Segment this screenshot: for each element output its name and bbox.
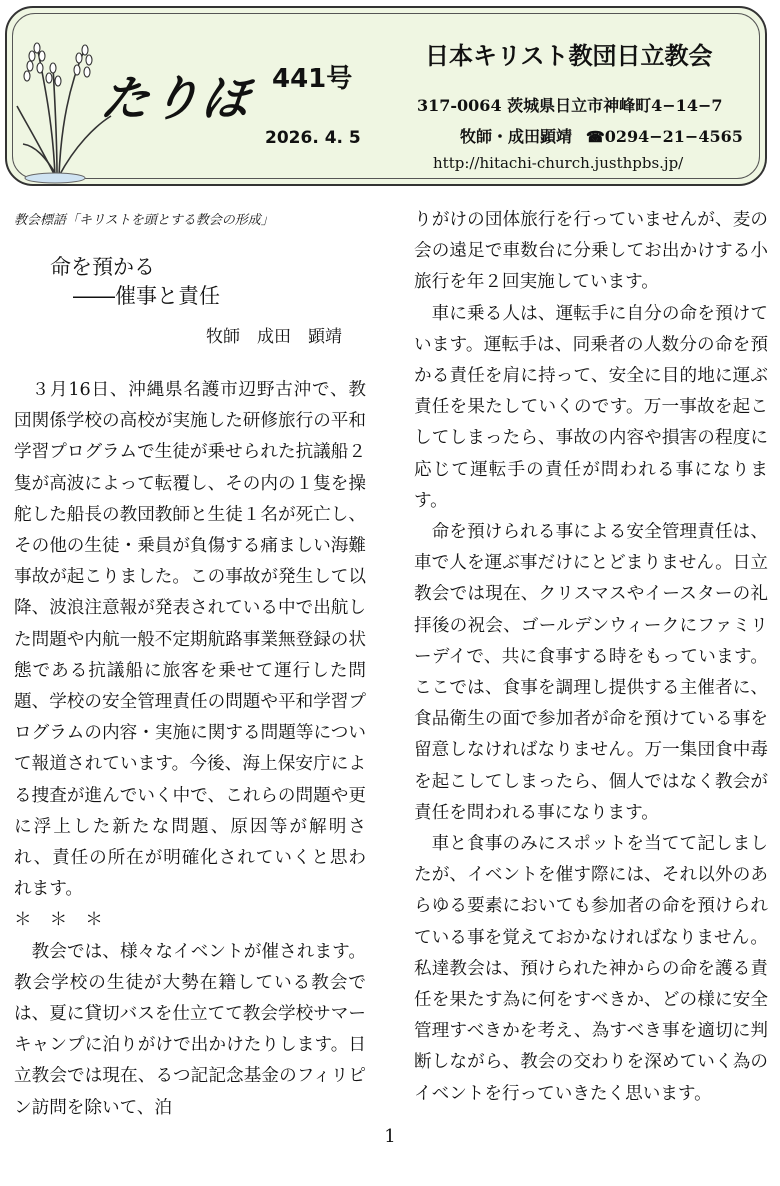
issue-number: 441号 bbox=[272, 64, 353, 94]
church-motto: 教会標語「キリストを頭とする教会の形成」 bbox=[14, 213, 274, 228]
paragraph: 命を預けられる事による安全管理責任は、車で人を運ぶ事だけにとどまりません。日立教会では現在、クリスマスやイースターの礼拝後の祝会、ゴールデンウィークにファミリーデイで、共に食事する時をもっています。ここでは、食事を調理し提供する主催者に、食品衛生の面で参加者が命を預けている事を留意しなければなりません。万一集団食中毒を起こしてしまったら、個人ではなく教会が責任を問われる事になります。 bbox=[414, 522, 768, 823]
article-title: 命を預かる bbox=[50, 255, 155, 279]
paragraph: ３月16日、沖縄県名護市辺野古沖で、教団関係学校の高校が実施した研修旅行の平和学習プログラムで生徒が乗せられた抗議船２隻が高波によって転覆し、その内の１隻を操舵した船長の教団教師と生徒１名が死亡し、その他の生徒・乗員が負傷する痛ましい海難事故が起こりました。この事故が発生して以降、波浪注意報が発表されている中で出航した問題や内航一般不定期航路事業無登録の状態である抗議船に旅客を乗せて運行した問題、学校の安全管理責任の問題や平和学習プログラムの内容・実施に関する問題等について報道されています。今後、海上保安庁による捜査が進んでいく中で、これらの問題や更に浮上した新たな問題、原因等が解明され、責任の所在が明確化されていくと思われます。 bbox=[14, 380, 366, 900]
pastor-name: 牧師・成田顕靖 bbox=[460, 127, 573, 146]
church-name: 日本キリスト教団日立教会 bbox=[425, 42, 713, 70]
telephone-icon: ☎ bbox=[586, 128, 605, 146]
paragraph: 教会では、様々なイベントが催されます。教会学校の生徒が大勢在籍している教会では、夏に貸切バスを仕立てて教会学校サマーキャンプに泊りがけで出かけたりします。日立教会では現在、るつ記記念基金のフィリピン訪問を除いて、泊 bbox=[14, 941, 366, 1118]
phone-number: 0294−21−4565 bbox=[604, 127, 743, 146]
newsletter-logo: たりほ bbox=[97, 71, 256, 127]
paragraph-continuation: りがけの団体旅行を行っていませんが、麦の会の遠足で車数台に分乗してお出かけする小旅行を年２回実施しています。 bbox=[414, 210, 768, 293]
church-url[interactable]: http://hitachi-church.justhpbs.jp/ bbox=[433, 154, 684, 172]
section-divider: ＊＊＊ bbox=[14, 910, 121, 931]
left-column bbox=[14, 375, 366, 1124]
paragraph: 車に乗る人は、運転手に自分の命を預けています。運転手は、同乗者の人数分の命を預かる責任を肩に持って、安全に目的地に運ぶ責任を果たしていくのです。万一事故を起こしてしまったら、事故の内容や損害の程度に応じて運転手の責任が問われる事になります。 bbox=[414, 303, 768, 511]
paragraph: 車と食事のみにスポットを当てて記しましたが、イベントを催す際には、それ以外のあらゆる要素においても参加者の命を預けられている事を覚えておかなければなりません。私達教会は、預けられた神からの命を護る責任を果たす為に何をすべきか、どの様に安全管理すべきかを考え、為すべき事を適切に判断しながら、教会の交わりを深めていく為のイベントを行っていきたく思います。 bbox=[414, 834, 768, 1104]
newsletter-header bbox=[5, 6, 767, 186]
right-column bbox=[414, 205, 768, 1110]
article-author: 牧師 成田 顕靖 bbox=[206, 327, 342, 347]
page-number: 1 bbox=[384, 1126, 396, 1147]
issue-date: 2026. 4. 5 bbox=[265, 128, 361, 148]
pastor-contact bbox=[460, 124, 743, 147]
article-subtitle: ――催事と責任 bbox=[73, 284, 220, 308]
church-address: 317-0064 茨城県日立市神峰町4−14−7 bbox=[417, 96, 723, 115]
